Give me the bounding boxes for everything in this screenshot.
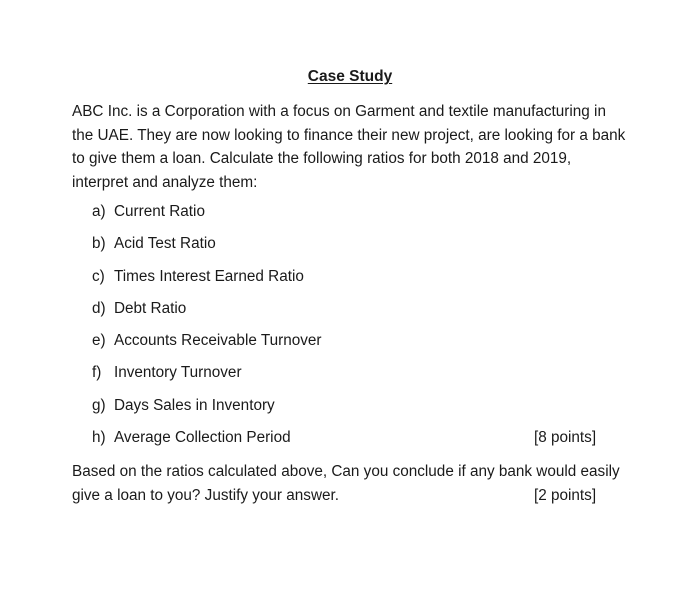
list-item-label: Days Sales in Inventory bbox=[114, 396, 275, 414]
conclusion-line-text: give a loan to you? Justify your answer. bbox=[72, 486, 339, 504]
list-item-times-interest-earned bbox=[92, 266, 612, 298]
list-item-inventory-turnover bbox=[92, 362, 612, 394]
list-item-label: Average Collection Period bbox=[114, 429, 291, 447]
points-label: [8 points] bbox=[534, 429, 597, 447]
conclusion-line-last bbox=[72, 484, 632, 508]
list-item-days-sales-in-inventory bbox=[92, 395, 612, 427]
conclusion-line: Based on the ratios calculated above, Can you conclude if any bank would easily bbox=[72, 463, 620, 480]
list-item-label: Accounts Receivable Turnover bbox=[114, 332, 322, 350]
list-item-label: Debt Ratio bbox=[114, 299, 187, 317]
list-item-marker: e) bbox=[92, 332, 106, 350]
list-item-marker: d) bbox=[92, 299, 106, 317]
list-item-marker: b) bbox=[92, 235, 106, 253]
list-item-label: Current Ratio bbox=[114, 203, 205, 220]
list-item-accounts-receivable-turnover bbox=[92, 330, 612, 362]
list-item-debt-ratio bbox=[92, 298, 612, 330]
list-item-marker: h) bbox=[92, 429, 106, 447]
points-label: [2 points] bbox=[534, 486, 597, 504]
list-item-marker: f) bbox=[92, 364, 102, 382]
intro-line: to give them a loan. Calculate the following ratios for both 2018 and 2019, bbox=[72, 150, 572, 167]
list-item-average-collection-period bbox=[92, 427, 612, 459]
intro-line: ABC Inc. is a Corporation with a focus on Garment and textile manufacturing in bbox=[72, 103, 606, 120]
intro-line: the UAE. They are now looking to finance their new project, are looking for a bank bbox=[72, 126, 626, 144]
list-item-label: Acid Test Ratio bbox=[114, 235, 216, 253]
list-item-marker: c) bbox=[92, 267, 105, 285]
list-item-marker: g) bbox=[92, 396, 106, 414]
intro-line: interpret and analyze them: bbox=[72, 173, 258, 191]
list-item-marker: a) bbox=[92, 203, 106, 220]
ratio-list bbox=[92, 201, 612, 459]
conclusion-paragraph bbox=[72, 460, 632, 507]
list-item-acid-test-ratio bbox=[92, 233, 612, 265]
list-item-current-ratio bbox=[92, 201, 612, 233]
list-item-label: Inventory Turnover bbox=[114, 364, 242, 382]
intro-paragraph bbox=[72, 100, 652, 194]
list-item-label: Times Interest Earned Ratio bbox=[114, 267, 304, 285]
page-title: Case Study bbox=[307, 68, 393, 85]
